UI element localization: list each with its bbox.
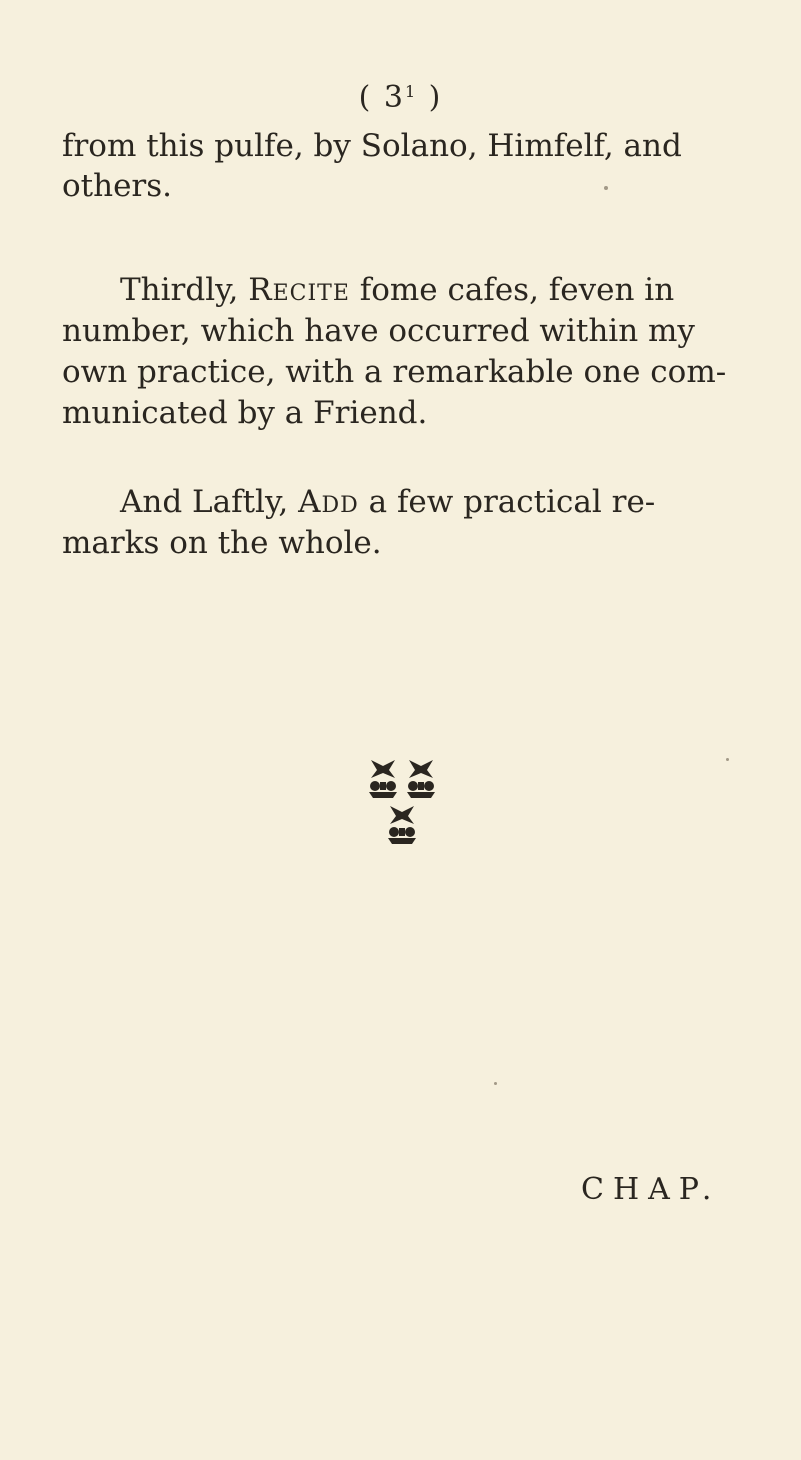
text-line: others. [62, 168, 173, 204]
paper-speck [726, 758, 729, 761]
text-line: municated by a Friend. [62, 395, 428, 431]
text-line: And Laftly, Add a few practical re- [120, 484, 656, 520]
text-line: from this pulfe, by Solano, Himfelf, and [62, 128, 682, 164]
text-line: marks on the whole. [62, 525, 382, 561]
text-line: own practice, with a remarkable one com- [62, 354, 727, 390]
text-line: number, which have occurred within my [62, 313, 695, 349]
paper-speck [494, 1082, 497, 1085]
page-number: ( $3^1$ ) [358, 80, 443, 115]
paper-speck [604, 186, 608, 190]
text-line: Thirdly, Recite fome cafes, feven in [120, 272, 675, 308]
catchword: CHAP. [581, 1172, 721, 1207]
printers-flower-ornament-icon [363, 752, 443, 852]
